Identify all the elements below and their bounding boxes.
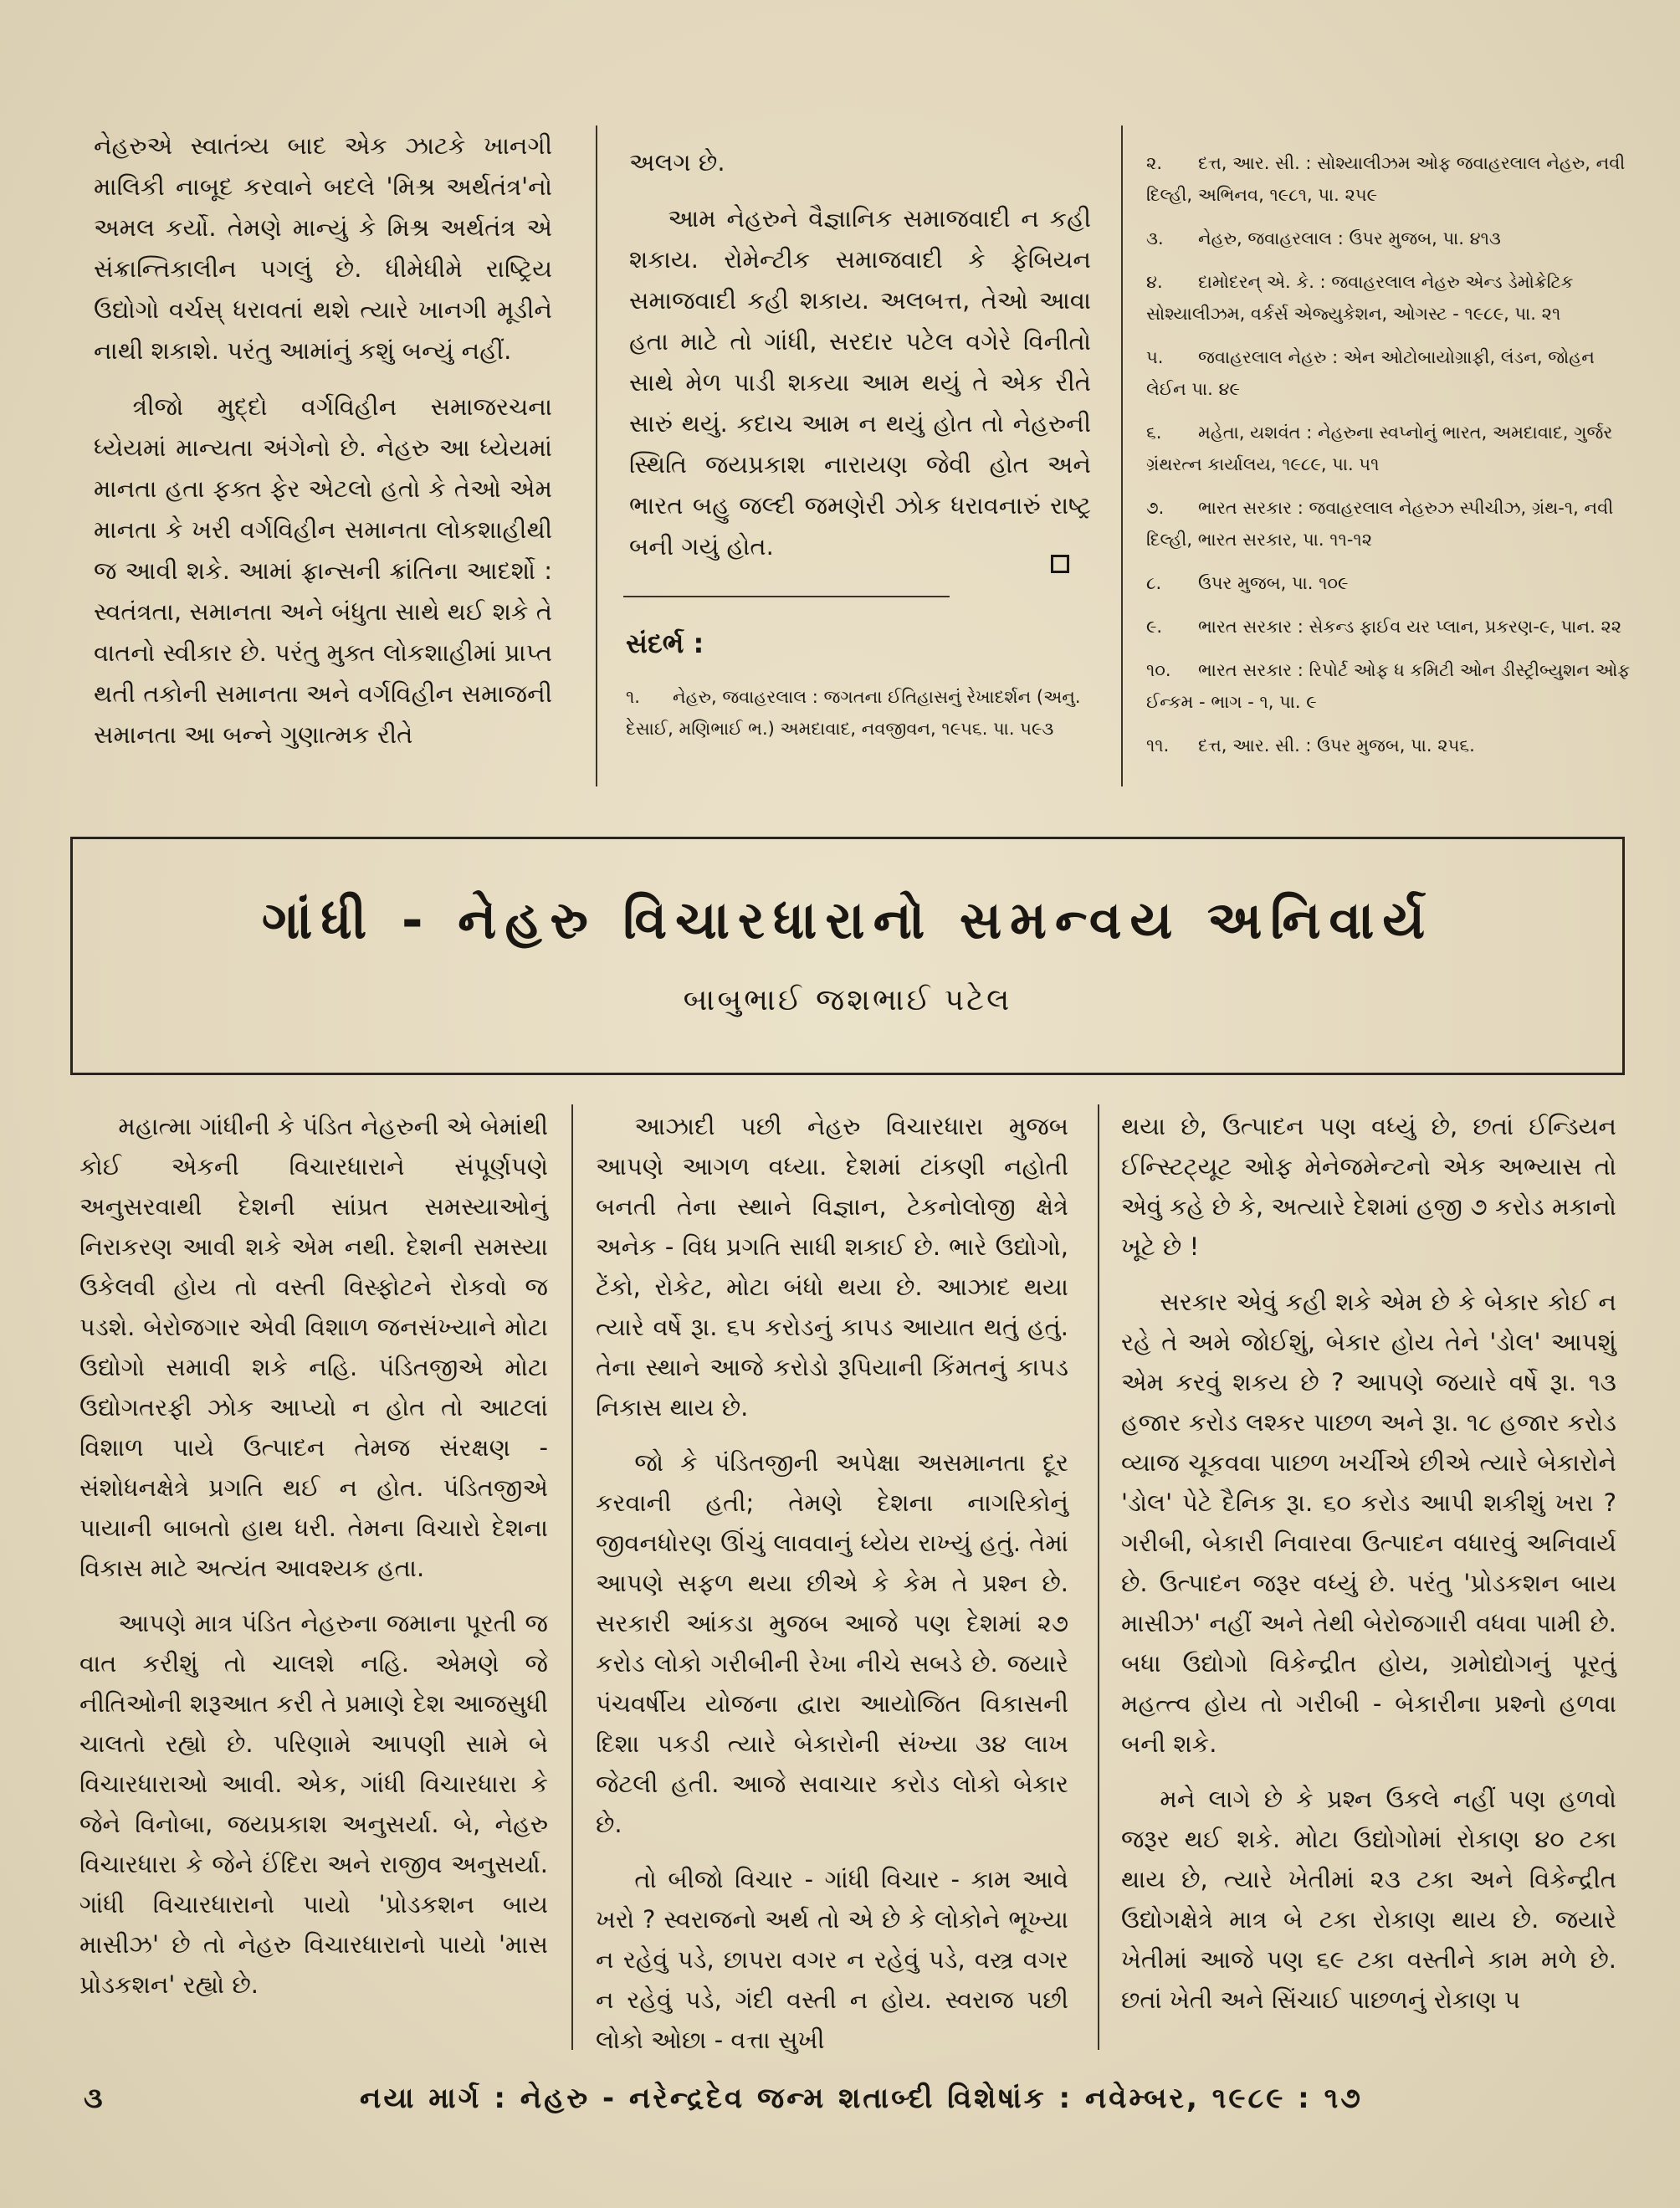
page-number: ૩	[84, 2082, 105, 2115]
reference-text: દત્ત, આર. સી. : સોશ્યાલીઝમ ઓફ જવાહરલાલ નેહરુ, નવી દિલ્હી, અભિનવ, ૧૯૮૧, પા. ૨૫૯	[1146, 153, 1626, 205]
paragraph: મને લાગે છે કે પ્રશ્ન ઉકલે નહીં પણ હળવો જરૂર થઈ શકે. મોટા ઉદ્યોગોમાં રોકાણ ૪૦ ટકા થાય છે, ત્યારે ખેતીમાં ૨૩ ટકા અને વિકેન્દ્રીત ઉદ્યોગક્ષેત્રે માત્ર બે ટકા રોકાણ થાય છે. જયારે ખેતીમાં આજે પણ ૬૯ ટકા વસ્તીને કામ મળે છે. છતાં ખેતી અને સિંચાઈ પાછળનું રોકાણ ૫	[1121, 1785, 1616, 2014]
paragraph: નેહરુએ સ્વાતંત્ર્ય બાદ એક ઝાટકે ખાનગી માલિકી નાબૂદ કરવાને બદલે 'મિશ્ર અર્થતંત્ર'નો અમલ કર્યો. તેમણે માન્યું કે મિશ્ર અર્થતંત્ર એ સંક્રાન્તિકાલીન પગલું છે. ધીમેધીમે રાષ્ટ્રિય ઉદ્યોગો વર્ચસ્ ધરાવતાં થશે ત્યારે ખાનગી મૂડીને નાથી શકાશે. પરંતુ આમાંનું કશું બન્યું નહીં.	[94, 131, 552, 365]
paragraph: આમ નેહરુને વૈજ્ઞાનિક સમાજવાદી ન કહી શકાય. રોમેન્ટીક સમાજવાદી કે ફેબિયન સમાજવાદી કહી શકાય. અલબત્ત, તેઓ આવા હતા માટે તો ગાંધી, સરદાર પટેલ વગેરે વિનીતો સાથે મેળ પાડી શકયા આમ થયું તે એક રીતે સારું થયું. કદાચ આમ ન થયું હોત તો નેહરુની સ્થિતિ જયપ્રકાશ નારાયણ જેવી હોત અને ભારત બહુ જલ્દી જમણેરી ઝોક ધરાવનારું રાષ્ટ્ર બની ગયું હોત.	[629, 204, 1091, 561]
reference-text: દત્ત, આર. સી. : ઉપર મુજબ, પા. ૨૫૬.	[1198, 735, 1475, 756]
article-column-3	[1121, 1106, 1616, 2035]
end-mark	[1051, 555, 1069, 573]
reference-number: ૪.	[1146, 272, 1163, 292]
references-rule	[623, 596, 950, 597]
reference-number: ૧૦.	[1146, 660, 1171, 680]
column-divider	[1121, 126, 1123, 786]
paragraph: ત્રીજો મુદ્દો વર્ગવિહીન સમાજરચના ધ્યેયમાં માન્યતા અંગેનો છે. નેહરુ આ ધ્યેયમાં માનતા હતા ફક્ત ફેર એટલો હતો કે તેઓ એમ માનતા કે ખરી વર્ગવિહીન સમાનતા લોકશાહીથી જ આવી શકે. આમાં ફ્રાન્સની ક્રાંતિના આદર્શો : સ્વતંત્રતા, સમાનતા અને બંધુતા સાથે થઈ શકે તે વાતનો સ્વીકાર છે. પરંતુ મુક્ત લોકશાહીમાં પ્રાપ્ત થતી તકોની સમાનતા અને વર્ગવિહીન સમાજની સમાનતા આ બન્ને ગુણાત્મક રીતે	[94, 392, 552, 749]
article-column-2	[596, 1106, 1068, 2075]
top-column-2	[629, 142, 1091, 582]
reference-item	[1146, 611, 1636, 643]
article-author: બાબુભાઈ જશભાઈ પટેલ	[683, 983, 1012, 1017]
paragraph: આઝાદી પછી નેહરુ વિચારધારા મુજબ આપણે આગળ વધ્યા. દેશમાં ટાંકણી નહોતી બનતી તેના સ્થાને વિજ્ઞાન, ટેકનોલોજી ક્ષેત્રે અનેક - વિધ પ્રગતિ સાધી શકાઈ છે. ભારે ઉદ્યોગો, ટેંકો, રોકેટ, મોટા બંધો થયા છે. આઝાદ થયા ત્યારે વર્ષે રૂા. ૬૫ કરોડનું કાપડ આયાત થતું હતું. તેના સ્થાને આજે કરોડો રૂપિયાની કિંમતનું કાપડ નિકાસ થાય છે.	[596, 1112, 1068, 1422]
article-column-1	[79, 1106, 548, 2020]
paragraph: આપણે માત્ર પંડિત નેહરુના જમાના પૂરતી જ વાત કરીશું તો ચાલશે નહિ. એમણે જે નીતિઓની શરૂઆત કરી તે પ્રમાણે દેશ આજસુધી ચાલતો રહ્યો છે. પરિણામે આપણી સામે બે વિચારધારાઓ આવી. એક, ગાંધી વિચારધારા કે જેને વિનોબા, જયપ્રકાશ અનુસર્યા. બે, નેહરુ વિચારધારા કે જેને ઈંદિરા અને રાજીવ અનુસર્યા. ગાંધી વિચારધારાનો પાયો 'પ્રોડકશન બાય માસીઝ' છે તો નેહરુ વિચારધારાનો પાયો 'માસ પ્રોડકશન' રહ્યો છે.	[79, 1609, 548, 1999]
reference-text: જવાહરલાલ નેહરુ : એન ઓટોબાયોગ્રાફી, લંડન, જોહન લેઈન પા. ૪૯	[1146, 347, 1595, 399]
reference-item	[1146, 567, 1636, 599]
reference-item	[1146, 266, 1636, 330]
reference-item	[1146, 417, 1636, 480]
reference-number: ૨.	[1146, 153, 1163, 173]
reference-text: ભારત સરકાર : રિપોર્ટ ઓફ ધ કમિટી ઓન ડીસ્ટ્રીબ્યુશન ઓફ ઈન્કમ - ભાગ - ૧, પા. ૯	[1146, 660, 1631, 712]
reference-number: ૯.	[1146, 617, 1163, 637]
paragraph: જો કે પંડિતજીની અપેક્ષા અસમાનતા દૂર કરવાની હતી; તેમણે દેશના નાગરિકોનું જીવનધોરણ ઊંચું લાવવાનું ધ્યેય રાખ્યું હતું. તેમાં આપણે સફળ થયા છીએ કે કેમ તે પ્રશ્ન છે. સરકારી આંકડા મુજબ આજે પણ દેશમાં ૨૭ કરોડ લોકો ગરીબીની રેખા નીચે સબડે છે. જયારે પંચવર્ષીય યોજના દ્વારા આયોજિત વિકાસની દિશા પકડી ત્યારે બેકારોની સંખ્યા ૩૪ લાખ જેટલી હતી. આજે સવાચાર કરોડ લોકો બેકાર છે.	[596, 1448, 1068, 1838]
reference-item	[1146, 341, 1636, 405]
references-heading: સંદર્ભ :	[626, 628, 704, 659]
reference-text: નેહરુ, જવાહરલાલ : જગતના ઈતિહાસનું રેખાદર્શન (અનુ. દેસાઈ, મણિભાઈ ભ.) અમદાવાદ, નવજીવન, ૧૯૫૬. પા. ૫૯૩	[626, 687, 1081, 739]
reference-text: ભારત સરકાર : સેકન્ડ ફાઈવ યર પ્લાન, પ્રકરણ-૯, પાન. ૨૨	[1198, 617, 1622, 637]
reference-item	[1146, 654, 1636, 718]
paragraph: થયા છે, ઉત્પાદન પણ વધ્યું છે, છતાં ઈન્ડિયન ઈન્સ્ટિટ્યૂટ ઓફ મેનેજમેન્ટનો એક અભ્યાસ તો એવું કહે છે કે, અત્યારે દેશમાં હજી ૭ કરોડ મકાનો ખૂટે છે !	[1121, 1112, 1616, 1261]
column-divider	[596, 126, 597, 786]
reference-number: ૭.	[1146, 498, 1165, 518]
references-list	[1146, 147, 1636, 773]
paragraph: સરકાર એવું કહી શકે એમ છે કે બેકાર કોઈ ન રહે તે અમે જોઈશું, બેકાર હોય તેને 'ડોલ' આપશું એમ કરવું શકય છે ? આપણે જયારે વર્ષે રૂા. ૧૩ હજાર કરોડ લશ્કર પાછળ અને રૂા. ૧૮ હજાર કરોડ વ્યાજ ચૂકવવા પાછળ ખર્ચીએ છીએ ત્યારે બેકારોને 'ડોલ' પેટે દૈનિક રૂા. ૬૦ કરોડ આપી શકીશું ખરા ? ગરીબી, બેકારી નિવારવા ઉત્પાદન વધારવું અનિવાર્ય છે. ઉત્પાદન જરૂર વધ્યું છે. પરંતુ 'પ્રોડકશન બાય માસીઝ' નહીં અને તેથી બેરોજગારી વધવા પામી છે. બધા ઉદ્યોગો વિકેન્દ્રીત હોય, ગ્રમોદ્યોગનું પૂરતું મહત્ત્વ હોય તો ગરીબી - બેકારીના પ્રશ્નો હળવા બની શકે.	[1121, 1288, 1616, 1758]
reference-text: મહેતા, યશવંત : નેહરુના સ્વપ્નોનું ભારત, અમદાવાદ, ગુર્જર ગ્રંથરત્ન કાર્યાલય, ૧૯૮૯, પા. ૫૧	[1146, 423, 1613, 474]
reference-number: ૫.	[1146, 347, 1164, 367]
reference-item	[1146, 147, 1636, 211]
paragraph: અલગ છે.	[629, 148, 725, 177]
footer-text: નયા માર્ગ : નેહરુ - નરેન્દ્રદેવ જન્મ શતાબ્દી વિશેષાંક : નવેમ્બર, ૧૯૮૯ : ૧૭	[360, 2082, 1363, 2115]
reference-item	[1146, 730, 1636, 761]
reference-text: ઉપર મુજબ, પા. ૧૦૯	[1198, 573, 1349, 593]
reference-text: ભારત સરકાર : જવાહરલાલ નેહરુઝ સ્પીચીઝ, ગ્રંથ-૧, નવી દિલ્હી, ભારત સરકાર, પા. ૧૧-૧૨	[1146, 498, 1614, 550]
reference-1	[626, 681, 1094, 745]
reference-number: ૧૧.	[1146, 735, 1170, 756]
reference-number: ૮.	[1146, 573, 1162, 593]
article-title-box	[70, 837, 1625, 1075]
reference-item	[1146, 223, 1636, 254]
reference-text: નેહરુ, જવાહરલાલ : ઉપર મુજબ, પા. ૪૧૩	[1198, 228, 1501, 248]
paragraph: તો બીજો વિચાર - ગાંધી વિચાર - કામ આવે ખરો ? સ્વરાજનો અર્થ તો એ છે કે લોકોને ભૂખ્યા ન રહેવું પડે, છાપરા વગર ન રહેવું પડે, વસ્ત્ર વગર ન રહેવું પડે, ગંદી વસ્તી ન હોય. સ્વરાજ પછી લોકો ઓછા - વત્તા સુખી	[596, 1865, 1068, 2054]
reference-item	[1146, 492, 1636, 556]
reference-number: ૧.	[626, 687, 640, 707]
article-title: ગાંધી - નેહરુ વિચારધારાનો સમન્વય અનિવાર્ય	[261, 889, 1434, 950]
paragraph: મહાત્મા ગાંધીની કે પંડિત નેહરુની એ બેમાંથી કોઈ એકની વિચારધારાને સંપૂર્ણપણે અનુસરવાથી દેશની સાંપ્રત સમસ્યાઓનું નિરાકરણ આવી શકે એમ નથી. દેશની સમસ્યા ઉકેલવી હોય તો વસ્તી વિસ્ફોટને રોકવો જ પડશે. બેરોજગાર એવી વિશાળ જનસંખ્યાને મોટા ઉદ્યોગો સમાવી શકે નહિ. પંડિતજીએ મોટા ઉદ્યોગતરફી ઝોક આપ્યો ન હોત તો આટલાં વિશાળ પાયે ઉત્પાદન તેમજ સંરક્ષણ - સંશોધનક્ષેત્રે પ્રગતિ થઈ ન હોત. પંડિતજીએ પાયાની બાબતો હાથ ધરી. તેમના વિચારો દેશના વિકાસ માટે અત્યંત આવશ્યક હતા.	[79, 1112, 548, 1582]
reference-number: ૬.	[1146, 423, 1162, 443]
column-divider	[1098, 1104, 1099, 2050]
column-divider	[571, 1104, 573, 2050]
reference-number: ૩.	[1146, 228, 1164, 248]
top-column-1	[94, 126, 552, 771]
reference-text: દામોદરન્ એ. કે. : જવાહરલાલ નેહરુ એન્ડ ડેમોક્રેટિક સોશ્યાલીઝમ, વર્કર્સ એજ્યુકેશન, ઓગસ્ટ - ૧૯૮૯, પા. ૨૧	[1146, 272, 1574, 324]
